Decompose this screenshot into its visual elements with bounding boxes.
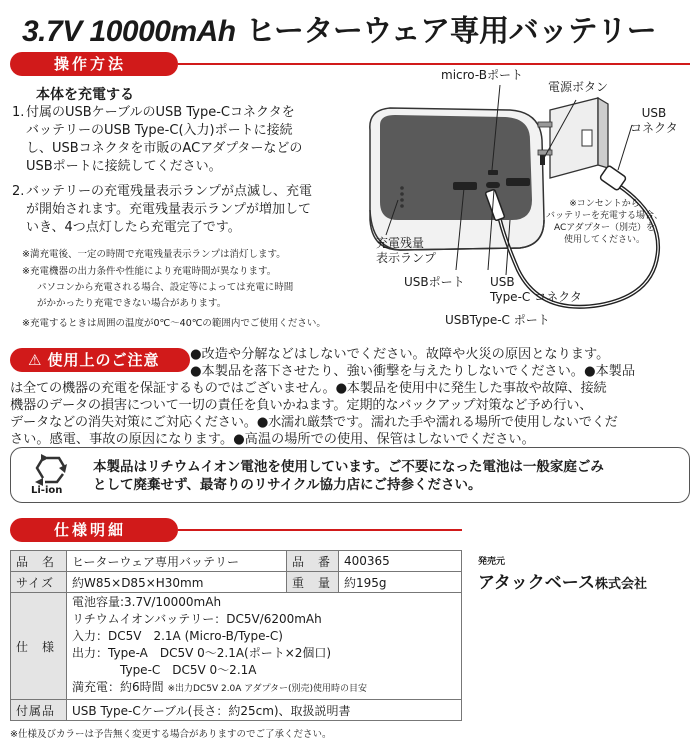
label-typec-port: USBType-C ポート (445, 313, 550, 327)
typec-port (486, 182, 500, 188)
spec-rule (178, 529, 462, 531)
spec-heading: 仕様明細 (10, 518, 178, 542)
recycle-notice (10, 447, 690, 503)
note-1: ※満充電後、一定の時間で充電残量表示ランプは消灯します。 (22, 249, 286, 260)
label-outlet-note: ※コンセントから バッテリーを充電する場合、 ACアダプター（別売）を 使用してください。 (546, 199, 664, 245)
ac-adapter (538, 98, 608, 178)
spec-acc-value: USB Type-Cケーブル(長さ：約25cm)、取扱説明書 (67, 700, 462, 721)
warning-icon: ⚠ (28, 351, 42, 369)
usb-a-port-2 (506, 178, 530, 186)
note-3: パソコンから充電される場合、設定等によっては充電に時間 (37, 282, 294, 293)
spec-size-key: サイズ (11, 572, 67, 593)
page-title (22, 6, 692, 49)
label-typec-connector: USB Type-C コネクタ (490, 275, 582, 304)
note-5: ※充電するときは周囲の温度が0℃〜40℃の範囲内でご使用ください。 (22, 318, 326, 329)
spec-table (10, 550, 462, 721)
label-lamp: 充電残量 表示ランプ (376, 236, 437, 265)
usb-a-port-1 (453, 182, 477, 190)
spec-acc-key: 付属品 (11, 700, 67, 721)
recycle-icon (29, 454, 73, 486)
operation-rule (178, 63, 690, 65)
caution-heading: ⚠ 使用上のご注意 (10, 348, 190, 372)
step-1: 1. 付属のUSBケーブルのUSB Type-Cコネクタを バッテリーのUSB Type-C(入力)ポートに接続 し、USBコネクタを市販のACアダプターなどの USBポートに接続してください。 (12, 105, 303, 174)
recycle-text: 本製品はリチウムイオン電池を使用しています。ご不要になった電池は一般家庭ごみ として廃棄せず、最寄りのリサイクル協力店にご持参ください。 (93, 459, 604, 493)
spec-spec-key: 仕 様 (11, 593, 67, 700)
step-2: 2. バッテリーの充電残量表示ランプが点滅し、充電 が開始されます。充電残量表示ランプが増加して いき、4つ点灯したら充電完了です。 (12, 184, 313, 235)
caution-text: ●改造や分解などはしないでください。故障や火災の原因となります。 ●本製品を落下させたり、強い衝撃を与えたりしないでください。●本製品 は全ての機器の充電を保証するものではございません。●本製品を使用中に発生した事故や故障、接続 機器のデータの損害について一切の責任を負いかねます。定期的なバックアップ対策など予め行い、 データなどの消失対策にご対応ください。●水濡れ厳禁です。濡れた手や濡れる場所で使用しないでくだ さい。感電、事故の原因になります。●高温の場所での使用、保管はしないでください。 (10, 347, 636, 447)
title-spec: 3.7V 10000mAh (22, 15, 236, 48)
note-4: がかかったり充電できない場合があります。 (37, 298, 227, 309)
spec-weight-key: 重 量 (287, 572, 339, 593)
label-micro-b: micro-Bポート (441, 68, 523, 82)
note-2: ※充電機器の出力条件や性能により充電時間が異なります。 (22, 266, 277, 277)
spec-spec-value: 電池容量:3.7V/10000mAh リチウムイオンバッテリー：DC5V/6200mAh 入力：DC5V 2.1A (Micro-B/Type-C) 出力：Type-A DC5V 0〜2.1A(ポート×2個口) Type-C DC5V 0〜2.1A 満充電：約6時間 ※出力DC5V 2.0A アダプター(別売)使用時の目安 (67, 593, 462, 700)
battery-illustration (370, 108, 545, 250)
spec-no-key: 品 番 (287, 551, 339, 572)
vendor-name: アタックベース株式会社 (478, 573, 647, 593)
label-usb-connector: USB コネクタ (630, 106, 678, 135)
spec-name-key: 品 名 (11, 551, 67, 572)
footer-note: ※仕様及びカラーは予告無く変更する場合がありますのでご了承ください。 (10, 729, 332, 740)
vendor-label: 発売元 (478, 557, 506, 567)
micro-b-port (488, 170, 498, 175)
spec-weight-value: 約195g (339, 572, 462, 593)
label-power-button: 電源ボタン (548, 80, 609, 94)
spec-size-value: 約W85×D85×H30mm (67, 572, 287, 593)
operation-heading: 操作方法 (10, 52, 178, 76)
spec-no-value: 400365 (339, 551, 462, 572)
operation-subheading: 本体を充電する (36, 87, 134, 103)
li-ion-label: Li-ion (31, 485, 63, 496)
title-product: ヒーターウェア専用バッテリー (235, 14, 657, 49)
label-usb-port: USBポート (404, 275, 465, 289)
spec-name-value: ヒーターウェア専用バッテリー (67, 551, 287, 572)
